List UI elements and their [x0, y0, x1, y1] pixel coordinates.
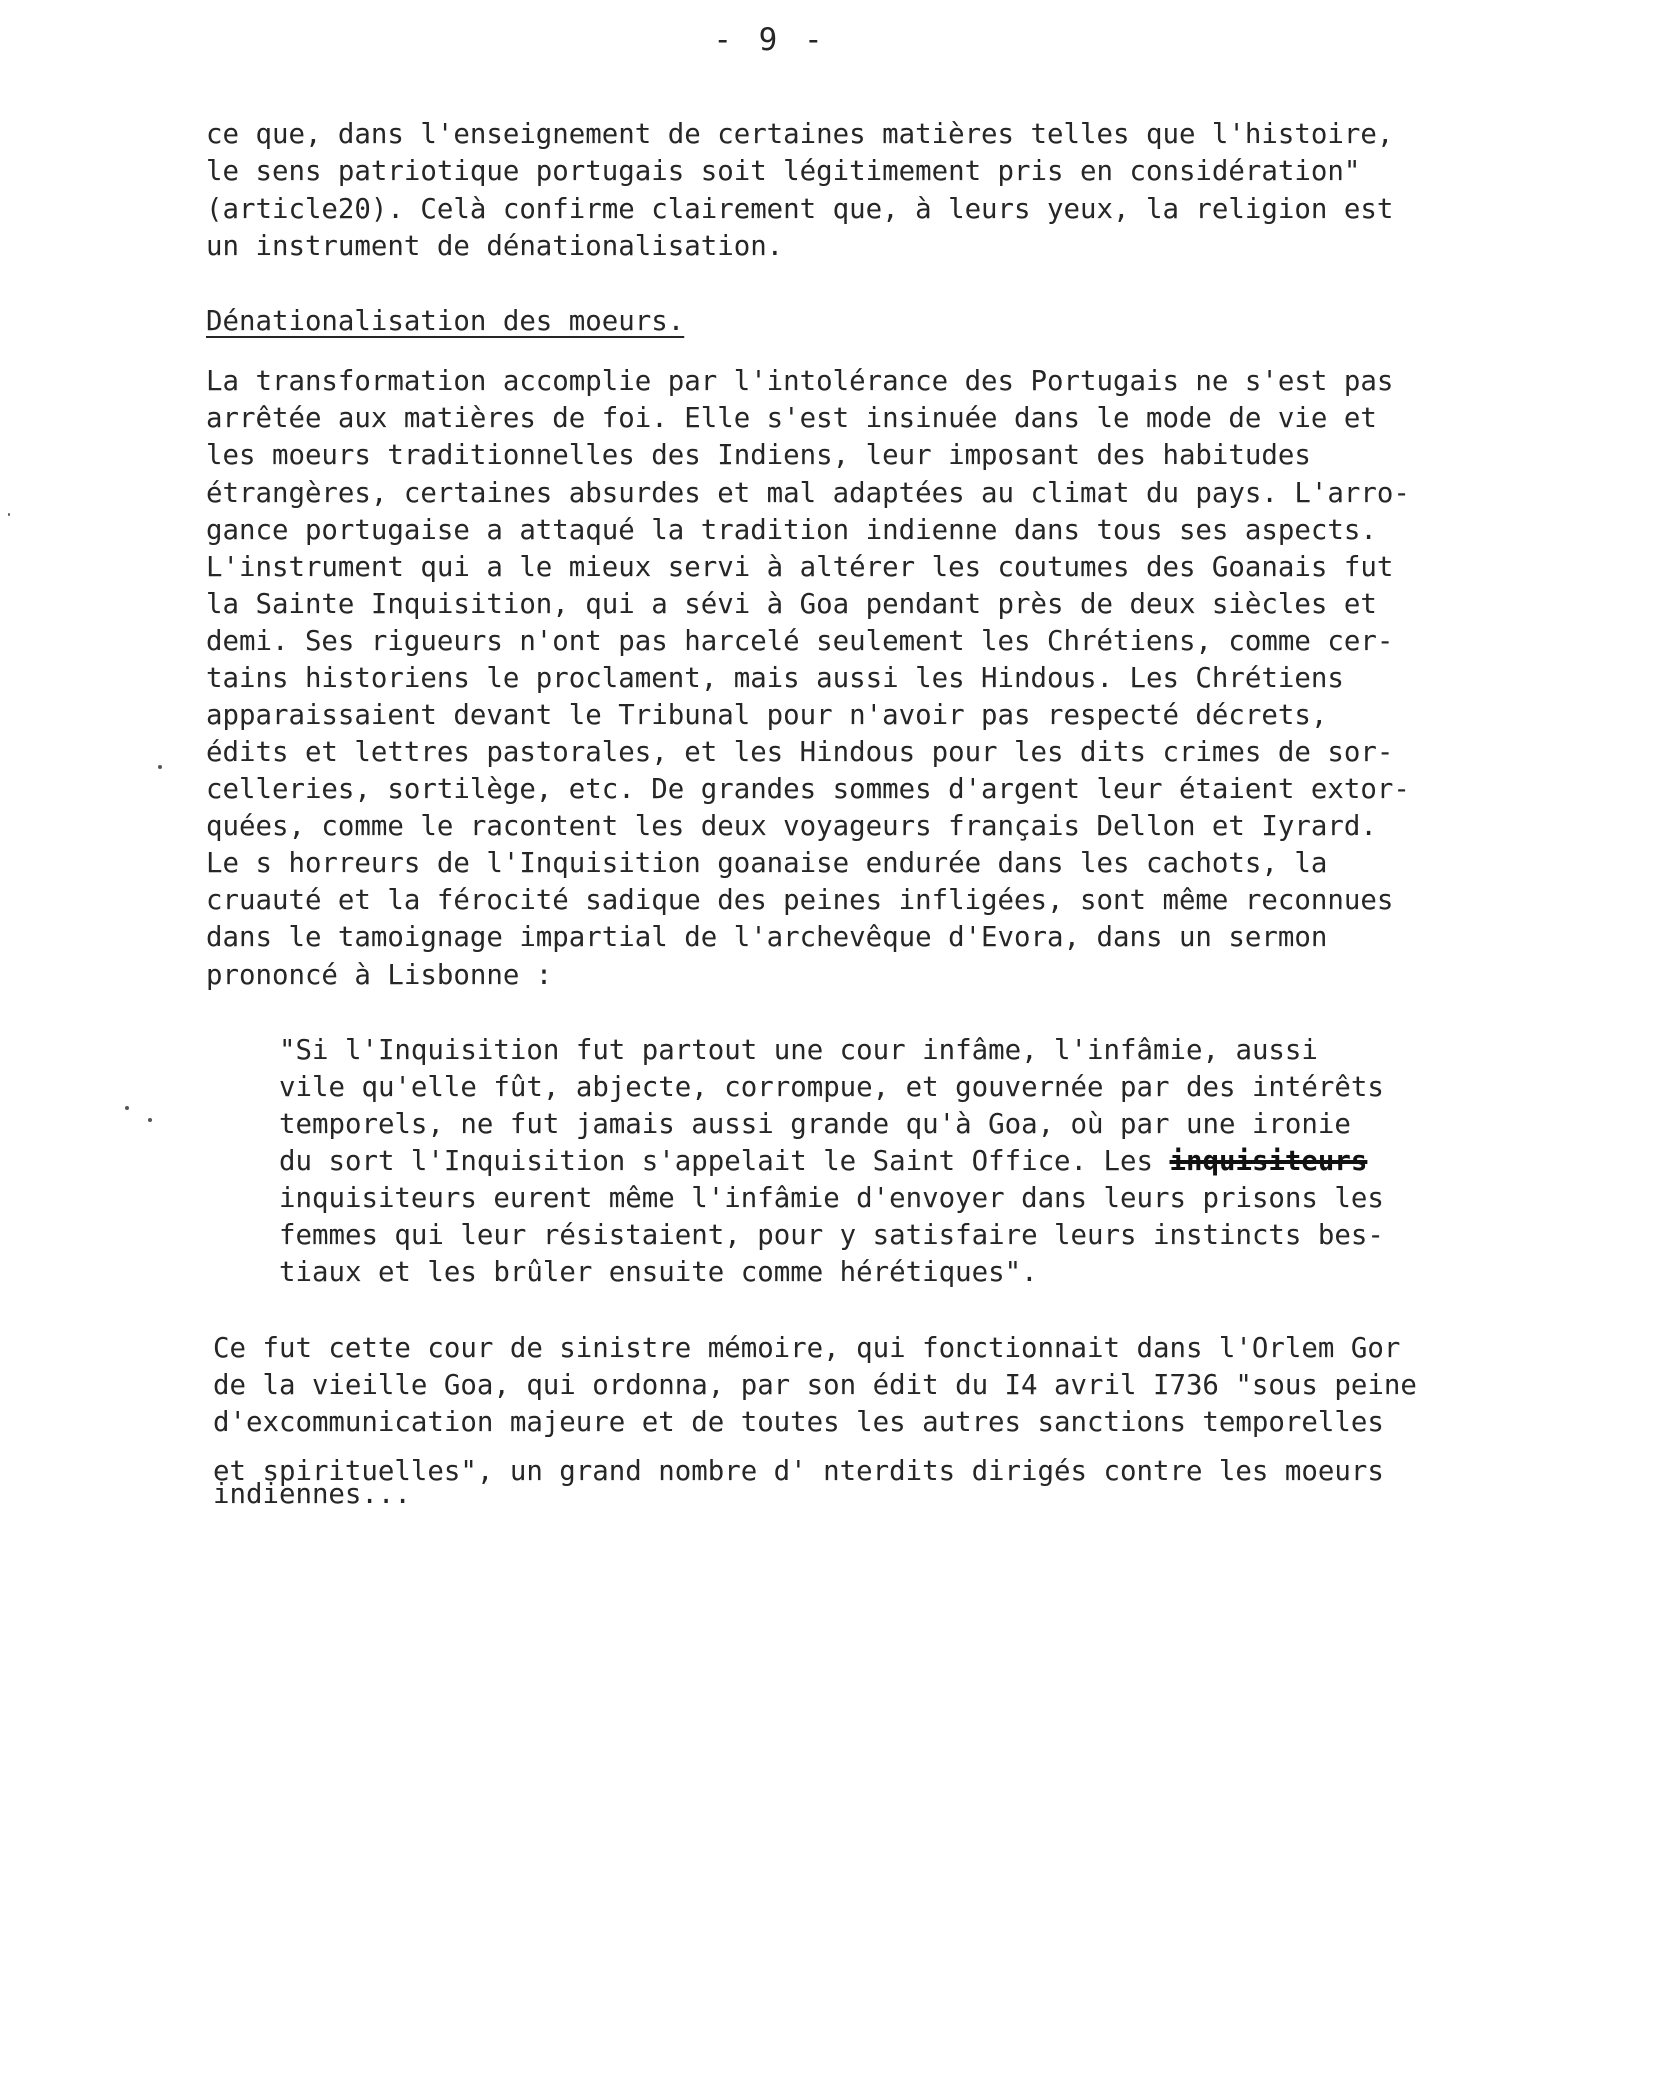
paragraph-2-line-14: Le s horreurs de l'Inquisition goanaise endurée dans les cachots, la	[206, 848, 1328, 879]
quote-line-4-text: du sort l'Inquisition s'appelait le Saint Office. Les	[279, 1146, 1153, 1177]
section-heading: Dénationalisation des moeurs.	[206, 306, 685, 337]
paragraph-2-line-4: étrangères, certaines absurdes et mal adaptées au climat du pays. L'arro-	[206, 478, 1410, 509]
ink-speck	[148, 1118, 152, 1122]
paragraph-2-line-8: demi. Ses rigueurs n'ont pas harcelé seulement les Chrétiens, comme cer-	[206, 626, 1394, 657]
struck-out-word: inquisiteurs	[1169, 1146, 1368, 1177]
paragraph-2-line-9: tains historiens le proclament, mais aussi les Hindous. Les Chrétiens	[206, 663, 1344, 694]
ink-speck	[125, 1106, 129, 1110]
quote-line-4	[279, 1148, 1367, 1175]
paragraph-2-line-1: La transformation accomplie par l'intolérance des Portugais ne s'est pas	[206, 366, 1394, 397]
paragraph-2-line-15: cruauté et la férocité sadique des peines infligées, sont même reconnues	[206, 885, 1394, 916]
paragraph-2-line-6: L'instrument qui a le mieux servi à altérer les coutumes des Goanais fut	[206, 552, 1394, 583]
paragraph-2-line-7: la Sainte Inquisition, qui a sévi à Goa pendant près de deux siècles et	[206, 589, 1377, 620]
paragraph-1-line-1: ce que, dans l'enseignement de certaines matières telles que l'histoire,	[206, 119, 1394, 150]
paragraph-2-line-2: arrêtée aux matières de foi. Elle s'est insinuée dans le mode de vie et	[206, 403, 1377, 434]
quote-line-5: inquisiteurs eurent même l'infâmie d'envoyer dans leurs prisons les	[279, 1183, 1384, 1214]
paragraph-2-line-13: quées, comme le racontent les deux voyageurs français Dellon et Iyrard.	[206, 811, 1377, 842]
paragraph-1-line-4: un instrument de dénationalisation.	[206, 231, 784, 262]
paragraph-1-line-3: (article20). Celà confirme clairement que, à leurs yeux, la religion est	[206, 194, 1394, 225]
quote-line-2: vile qu'elle fût, abjecte, corrompue, et gouvernée par des intérêts	[279, 1072, 1384, 1103]
page-number: - 9 -	[713, 22, 827, 58]
paragraph-2-line-12: celleries, sortilège, etc. De grandes sommes d'argent leur étaient extor-	[206, 774, 1410, 805]
paragraph-1-line-2: le sens patriotique portugais soit légitimement pris en considération"	[206, 156, 1361, 187]
ink-speck	[158, 765, 162, 769]
paragraph-3-line-2: de la vieille Goa, qui ordonna, par son édit du I4 avril I736 "sous peine	[213, 1370, 1417, 1401]
paragraph-2-line-11: édits et lettres pastorales, et les Hindous pour les dits crimes de sor-	[206, 737, 1394, 768]
quote-line-7: tiaux et les brûler ensuite comme hérétiques".	[279, 1257, 1038, 1288]
paragraph-2-line-16: dans le tamoignage impartial de l'archevêque d'Evora, dans un sermon	[206, 922, 1328, 953]
ink-speck	[8, 513, 10, 516]
quote-line-6: femmes qui leur résistaient, pour y satisfaire leurs instincts bes-	[279, 1220, 1384, 1251]
paragraph-3-line-4: et spirituelles", un grand nombre d' nterdits dirigés contre les moeurs	[213, 1456, 1384, 1487]
quote-line-1: "Si l'Inquisition fut partout une cour infâme, l'infâmie, aussi	[279, 1035, 1318, 1066]
quote-line-3: temporels, ne fut jamais aussi grande qu'à Goa, où par une ironie	[279, 1109, 1351, 1140]
paragraph-2-line-10: apparaissaient devant le Tribunal pour n'avoir pas respecté décrets,	[206, 700, 1328, 731]
paragraph-2-line-17: prononcé à Lisbonne :	[206, 960, 553, 991]
paragraph-3-line-5: indiennes...	[213, 1479, 411, 1510]
paragraph-2-line-5: gance portugaise a attaqué la tradition indienne dans tous ses aspects.	[206, 515, 1377, 546]
paragraph-3-line-1: Ce fut cette cour de sinistre mémoire, qui fonctionnait dans l'Orlem Gor	[213, 1333, 1401, 1364]
paragraph-2-line-3: les moeurs traditionnelles des Indiens, leur imposant des habitudes	[206, 440, 1311, 471]
paragraph-3-line-3: d'excommunication majeure et de toutes les autres sanctions temporelles	[213, 1407, 1384, 1438]
